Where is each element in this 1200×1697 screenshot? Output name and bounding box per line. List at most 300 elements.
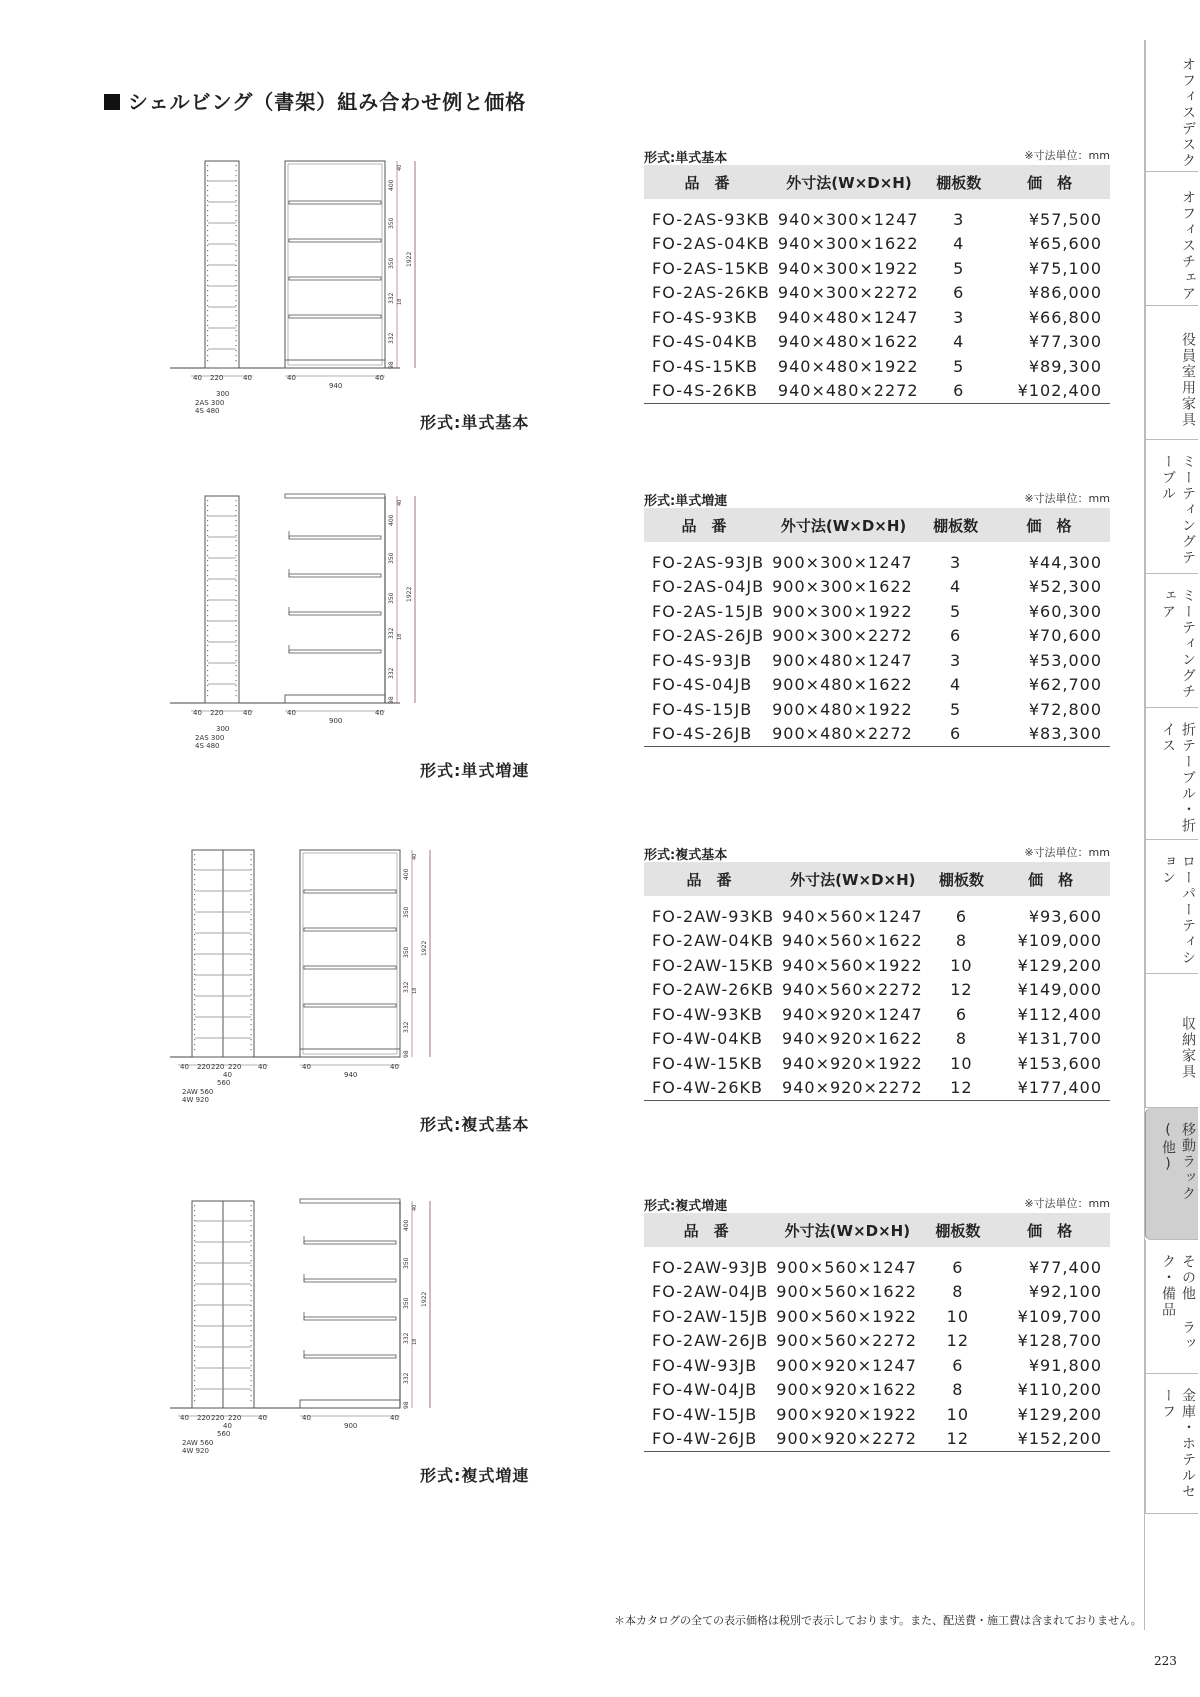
table-row [644, 1076, 1110, 1101]
dimensions: 900×920×1622 [776, 1380, 917, 1400]
price: ¥65,600 [1028, 234, 1102, 254]
table-row [644, 1427, 1110, 1452]
unit-note: ※寸法単位：mm [1024, 1197, 1110, 1210]
dimension-label: 40 [412, 1204, 418, 1211]
table-row [644, 978, 1110, 1003]
shelf-count: 10 [946, 1404, 969, 1424]
dimension-label: 40 [243, 374, 252, 382]
dimensions: 900×920×2272 [768, 1427, 926, 1452]
shelving-drawing [170, 488, 490, 788]
header-size: 外寸法(W×D×H) [784, 1221, 911, 1240]
dimension-label: 40 [375, 709, 384, 717]
shelf-count: 6 [952, 1257, 964, 1277]
shelf-count: 3 [953, 307, 965, 327]
product-code: FO-4S-26KB [644, 379, 770, 404]
price: ¥129,200 [1017, 955, 1102, 975]
price: ¥60,300 [1028, 601, 1102, 621]
shelf-count: 6 [928, 379, 989, 404]
dimensions: 940×480×2272 [770, 379, 928, 404]
dimensions: 900×560×1622 [776, 1282, 917, 1302]
price-table [644, 1213, 1110, 1452]
shelf-count: 8 [955, 931, 968, 951]
table-row [644, 599, 1110, 624]
dimension-label: 332 [388, 292, 395, 304]
table-row [644, 697, 1110, 722]
table-row [644, 1247, 1110, 1280]
header-shelves: 棚板数 [935, 1221, 981, 1240]
shelf-count: 5 [953, 258, 965, 278]
dimension-label: 1922 [406, 586, 413, 602]
dimension-label: 400 [403, 1219, 410, 1231]
table-row [644, 199, 1110, 232]
product-code: FO-4S-15KB [652, 356, 758, 376]
dimension-label: 332 [388, 332, 395, 344]
dimension-label: 220 [197, 1414, 211, 1422]
drawing-area [170, 842, 490, 1152]
dimensions: 940×920×1922 [782, 1053, 923, 1073]
shelf-count: 6 [955, 906, 968, 926]
sidebar-tab[interactable]: オフィスチェア [1145, 172, 1198, 306]
page-title [104, 86, 526, 115]
drawing-caption: 形式:単式増連 [420, 761, 530, 780]
product-code: FO-2AW-93JB [652, 1257, 769, 1277]
product-code: FO-4W-04KB [652, 1029, 763, 1049]
dimension-label: 98 [388, 361, 395, 369]
price: ¥91,800 [1028, 1355, 1102, 1375]
dimension-label: 940 [344, 1071, 358, 1079]
dimensions: 940×920×2272 [774, 1076, 932, 1101]
shelf-count: 6 [953, 283, 965, 303]
shelving-drawing [170, 153, 490, 453]
dimension-label: 40 [243, 709, 252, 717]
dimensions: 900×480×1922 [772, 699, 913, 719]
dimension-label: 220 [210, 374, 224, 382]
dimension-label: 332 [403, 1021, 410, 1033]
spec-table-block [644, 145, 1110, 404]
product-code: FO-4W-04JB [652, 1380, 758, 1400]
sidebar-tabs [1145, 40, 1200, 1630]
dimension-label: 220 [228, 1414, 242, 1422]
dimension-label: 40 [258, 1414, 267, 1422]
product-code: FO-4S-93JB [652, 650, 753, 670]
dimension-label: 18 [412, 987, 418, 994]
table-row [644, 542, 1110, 575]
table-row [644, 648, 1110, 673]
table-row [644, 1353, 1110, 1378]
dimension-label: 40 [223, 1422, 232, 1430]
square-bullet-icon [104, 94, 120, 110]
dimension-label: 332 [388, 627, 395, 639]
price-table [644, 508, 1110, 747]
sidebar-tab[interactable]: 移動ラック(他) [1145, 1108, 1198, 1240]
product-code: FO-2AW-04KB [652, 931, 775, 951]
price: ¥109,700 [1017, 1306, 1102, 1326]
product-code: FO-2AS-93KB [652, 209, 770, 229]
header-shelves: 棚板数 [938, 870, 984, 889]
dimension-label: 350 [388, 217, 395, 229]
dimensions: 900×560×1247 [776, 1257, 917, 1277]
price: ¥62,700 [1028, 675, 1102, 695]
price: ¥102,400 [989, 379, 1110, 404]
price-table [644, 165, 1110, 404]
drawing-caption: 形式:複式基本 [420, 1115, 530, 1134]
shelf-count: 5 [953, 356, 965, 376]
table-row [644, 379, 1110, 404]
header-code: 品 番 [681, 516, 727, 535]
dimensions: 900×300×1247 [772, 552, 913, 572]
product-code: FO-2AS-04KB [652, 234, 770, 254]
shelf-count: 12 [950, 980, 973, 1000]
price: ¥177,400 [991, 1076, 1110, 1101]
dimension-label: 2AW 560 [182, 1088, 214, 1096]
dimension-label: 40 [390, 1063, 399, 1071]
dimension-label: 560 [217, 1430, 231, 1438]
drawing-caption: 形式:複式増連 [420, 1466, 530, 1485]
header-price: 価 格 [1027, 173, 1073, 192]
sidebar-tab[interactable]: オフィスデスク [1145, 40, 1198, 172]
dimension-label: 4S 480 [195, 742, 220, 750]
dimensions: 900×560×2272 [776, 1331, 917, 1351]
dimension-label: 2AS 300 [195, 399, 225, 407]
dimensions: 940×920×1622 [782, 1029, 923, 1049]
dimensions: 900×300×2272 [772, 626, 913, 646]
table-row [644, 929, 1110, 954]
shelf-count: 12 [927, 1427, 990, 1452]
product-code: FO-4S-04KB [652, 332, 758, 352]
shelf-count: 8 [952, 1282, 964, 1302]
dimensions: 940×480×1622 [777, 332, 919, 352]
sidebar-tab[interactable]: 役員室用家具 [1145, 306, 1198, 440]
dimension-label: 40 [223, 1071, 232, 1079]
dimensions: 940×560×1247 [782, 906, 923, 926]
dimension-label: 220 [210, 709, 224, 717]
shelf-count: 3 [949, 650, 962, 670]
table-row [644, 330, 1110, 355]
product-code: FO-4S-15JB [652, 699, 753, 719]
dimension-label: 350 [403, 1297, 410, 1309]
dimension-label: 40 [390, 1414, 399, 1422]
dimension-label: 900 [344, 1422, 358, 1430]
product-code: FO-2AS-93JB [652, 552, 765, 572]
price: ¥112,400 [1017, 1004, 1102, 1024]
price: ¥44,300 [1028, 552, 1102, 572]
dimension-label: 332 [403, 1332, 410, 1344]
product-code: FO-2AW-15KB [652, 955, 775, 975]
price: ¥86,000 [1028, 283, 1102, 303]
shelf-count: 5 [949, 601, 962, 621]
table-row [644, 354, 1110, 379]
dimension-label: 1922 [421, 940, 428, 956]
dimension-label: 40 [258, 1063, 267, 1071]
header-size: 外寸法(W×D×H) [786, 173, 912, 192]
table-row [644, 953, 1110, 978]
shelving-drawing [170, 1193, 490, 1493]
dimensions: 940×560×1922 [782, 955, 923, 975]
page-title-text: シェルビング（書架）組み合わせ例と価格 [128, 90, 527, 114]
dimension-label: 40 [397, 499, 403, 506]
product-code: FO-4S-93KB [652, 307, 758, 327]
unit-note: ※寸法単位：mm [1024, 846, 1110, 859]
spec-type-label: 形式:複式増連 [644, 1199, 728, 1214]
shelf-count: 6 [923, 722, 988, 747]
shelf-count: 12 [932, 1076, 992, 1101]
spec-table-block [644, 842, 1110, 1101]
dimension-label: 350 [403, 1257, 410, 1269]
spec-type-label: 形式:単式増連 [644, 494, 728, 509]
table-row [644, 1280, 1110, 1305]
dimensions: 940×300×1247 [777, 209, 919, 229]
dimension-label: 300 [216, 725, 230, 733]
shelving-section [170, 488, 1130, 828]
table-row [644, 896, 1110, 929]
table-row [644, 624, 1110, 649]
dimension-label: 220 [197, 1063, 211, 1071]
header-code: 品 番 [686, 870, 732, 889]
dimensions: 940×480×1922 [777, 356, 919, 376]
product-code: FO-4S-26JB [644, 722, 764, 747]
table-row [644, 1402, 1110, 1427]
dimensions: 940×560×1622 [782, 931, 923, 951]
dimension-label: 40 [302, 1063, 311, 1071]
price: ¥109,000 [1017, 931, 1102, 951]
price: ¥129,200 [1017, 1404, 1102, 1424]
table-row [644, 1051, 1110, 1076]
shelf-count: 6 [952, 1355, 964, 1375]
dimension-label: 40 [375, 374, 384, 382]
sidebar-tab[interactable]: 折テーブル・折イス [1145, 708, 1198, 840]
table-row [644, 305, 1110, 330]
dimensions: 900×300×1622 [772, 577, 913, 597]
dimension-label: 18 [397, 633, 403, 640]
shelf-count: 5 [949, 699, 962, 719]
dimension-label: 18 [412, 1338, 418, 1345]
product-code: FO-4W-15KB [652, 1053, 763, 1073]
dimension-label: 1922 [421, 1291, 428, 1307]
price: ¥53,000 [1028, 650, 1102, 670]
header-size: 外寸法(W×D×H) [780, 516, 907, 535]
dimension-label: 40 [287, 374, 296, 382]
price: ¥77,400 [1028, 1257, 1102, 1277]
price: ¥153,600 [1017, 1053, 1102, 1073]
drawing-area [170, 1193, 490, 1503]
shelf-count: 10 [946, 1306, 969, 1326]
dimension-label: 940 [329, 382, 343, 390]
shelf-count: 3 [953, 209, 965, 229]
shelving-section [170, 1193, 1130, 1533]
product-code: FO-2AS-04JB [652, 577, 765, 597]
shelving-section [170, 145, 1130, 485]
dimension-label: 18 [397, 298, 403, 305]
table-row [644, 1378, 1110, 1403]
drawing-caption: 形式:単式基本 [420, 413, 530, 432]
dimension-label: 220 [211, 1414, 225, 1422]
dimensions: 900×920×1247 [776, 1355, 917, 1375]
dimension-label: 350 [388, 552, 395, 564]
spec-type-label: 形式:複式基本 [644, 848, 728, 863]
header-price: 価 格 [1027, 1221, 1073, 1240]
dimension-label: 40 [412, 853, 418, 860]
price: ¥131,700 [1017, 1029, 1102, 1049]
price: ¥128,700 [1017, 1331, 1102, 1351]
product-code: FO-2AS-26KB [652, 283, 770, 303]
dimension-label: 350 [388, 592, 395, 604]
dimensions: 900×480×2272 [764, 722, 923, 747]
price: ¥92,100 [1028, 1282, 1102, 1302]
table-row [644, 232, 1110, 257]
dimension-label: 40 [180, 1414, 189, 1422]
table-row [644, 256, 1110, 281]
shelf-count: 6 [949, 626, 962, 646]
shelf-count: 4 [953, 332, 965, 352]
shelf-count: 4 [949, 577, 962, 597]
table-row [644, 575, 1110, 600]
spec-type-label: 形式:単式基本 [644, 151, 728, 166]
shelf-count: 8 [952, 1380, 964, 1400]
dimensions: 940×480×1247 [777, 307, 919, 327]
drawing-area [170, 488, 490, 798]
dimension-label: 40 [180, 1063, 189, 1071]
dimensions: 940×300×2272 [777, 283, 919, 303]
price: ¥152,200 [989, 1427, 1110, 1452]
dimension-label: 400 [388, 179, 395, 191]
shelf-count: 12 [946, 1331, 969, 1351]
dimension-label: 400 [388, 514, 395, 526]
header-code: 品 番 [683, 1221, 729, 1240]
price: ¥66,800 [1028, 307, 1102, 327]
table-row [644, 1304, 1110, 1329]
price: ¥57,500 [1028, 209, 1102, 229]
table-row [644, 673, 1110, 698]
shelf-count: 6 [955, 1004, 968, 1024]
shelving-section [170, 842, 1130, 1182]
dimension-label: 332 [403, 981, 410, 993]
header-code: 品 番 [684, 173, 730, 192]
dimension-label: 400 [403, 868, 410, 880]
header-size: 外寸法(W×D×H) [790, 870, 916, 889]
sidebar-tab[interactable]: 収納家具 [1145, 974, 1198, 1108]
product-code: FO-4W-15JB [652, 1404, 758, 1424]
product-code: FO-4W-93KB [652, 1004, 763, 1024]
price-table [644, 862, 1110, 1101]
dimensions: 900×480×1247 [772, 650, 913, 670]
header-shelves: 棚板数 [933, 516, 979, 535]
footnote: ＊本カタログの全ての表示価格は税別で表示しております。また、配送費・施工費は含まれておりません。 [614, 1614, 1142, 1627]
shelf-count: 4 [953, 234, 965, 254]
dimensions: 900×300×1922 [772, 601, 913, 621]
dimension-label: 332 [388, 667, 395, 679]
price: ¥83,300 [988, 722, 1110, 747]
dimension-label: 4S 480 [195, 407, 220, 415]
dimensions: 900×560×1922 [776, 1306, 917, 1326]
dimension-label: 300 [216, 390, 230, 398]
dimensions: 940×300×1922 [777, 258, 919, 278]
shelving-drawing [170, 842, 490, 1142]
dimension-label: 40 [193, 709, 202, 717]
spec-table-block [644, 1193, 1110, 1452]
dimension-label: 40 [287, 709, 296, 717]
dimension-label: 40 [397, 164, 403, 171]
dimension-label: 220 [228, 1063, 242, 1071]
dimension-label: 1922 [406, 251, 413, 267]
table-row [644, 1002, 1110, 1027]
dimension-label: 98 [388, 696, 395, 704]
dimension-label: 4W 920 [182, 1096, 209, 1104]
price: ¥72,800 [1028, 699, 1102, 719]
price: ¥70,600 [1028, 626, 1102, 646]
dimension-label: 350 [388, 257, 395, 269]
dimension-label: 98 [403, 1401, 410, 1409]
dimensions: 900×920×1922 [776, 1404, 917, 1424]
dimension-label: 40 [302, 1414, 311, 1422]
product-code: FO-2AS-15KB [652, 258, 770, 278]
dimension-label: 220 [211, 1063, 225, 1071]
sidebar-tab[interactable]: ミーティングテーブル [1145, 440, 1198, 574]
table-row [644, 722, 1110, 747]
shelf-count: 3 [949, 552, 962, 572]
unit-note: ※寸法単位：mm [1024, 492, 1110, 505]
price: ¥52,300 [1028, 577, 1102, 597]
dimensions: 940×560×2272 [782, 980, 923, 1000]
sidebar-tab[interactable]: 金庫・ホテルセーフ [1145, 1374, 1198, 1514]
sidebar-tab[interactable]: その他 ラック・備品 [1145, 1240, 1198, 1374]
shelf-count: 10 [950, 955, 973, 975]
dimension-label: 98 [403, 1050, 410, 1058]
product-code: FO-2AS-26JB [652, 626, 765, 646]
shelf-count: 8 [955, 1029, 968, 1049]
table-row [644, 1329, 1110, 1354]
dimension-label: 40 [193, 374, 202, 382]
price: ¥110,200 [1017, 1380, 1102, 1400]
dimension-label: 900 [329, 717, 343, 725]
product-code: FO-2AW-26KB [652, 980, 775, 1000]
header-price: 価 格 [1026, 516, 1072, 535]
dimension-label: 2AW 560 [182, 1439, 214, 1447]
shelf-count: 4 [949, 675, 962, 695]
dimension-label: 560 [217, 1079, 231, 1087]
product-code: FO-4W-93JB [652, 1355, 758, 1375]
price: ¥77,300 [1028, 332, 1102, 352]
product-code: FO-2AW-04JB [652, 1282, 769, 1302]
product-code: FO-2AW-93KB [652, 906, 775, 926]
shelf-count: 10 [950, 1053, 973, 1073]
price: ¥89,300 [1028, 356, 1102, 376]
table-row [644, 1027, 1110, 1052]
price: ¥149,000 [1017, 980, 1102, 1000]
product-code: FO-2AW-26JB [652, 1331, 769, 1351]
product-code: FO-2AW-15JB [652, 1306, 769, 1326]
price: ¥93,600 [1028, 906, 1102, 926]
unit-note: ※寸法単位：mm [1024, 149, 1110, 162]
product-code: FO-4S-04JB [652, 675, 753, 695]
product-code: FO-4W-26KB [644, 1076, 774, 1101]
dimensions: 900×480×1622 [772, 675, 913, 695]
sidebar-tab[interactable]: ローパーティション [1145, 840, 1198, 974]
dimension-label: 350 [403, 946, 410, 958]
table-row [644, 281, 1110, 306]
product-code: FO-2AS-15JB [652, 601, 765, 621]
dimensions: 940×920×1247 [782, 1004, 923, 1024]
dimension-label: 4W 920 [182, 1447, 209, 1455]
header-price: 価 格 [1028, 870, 1074, 889]
spec-table-block [644, 488, 1110, 747]
dimension-label: 2AS 300 [195, 734, 225, 742]
dimension-label: 332 [403, 1372, 410, 1384]
sidebar-tab[interactable]: ミーティングチェア [1145, 574, 1198, 708]
header-shelves: 棚板数 [936, 173, 982, 192]
dimensions: 940×300×1622 [777, 234, 919, 254]
page-number: 223 [1154, 1654, 1177, 1668]
product-code: FO-4W-26JB [644, 1427, 768, 1452]
